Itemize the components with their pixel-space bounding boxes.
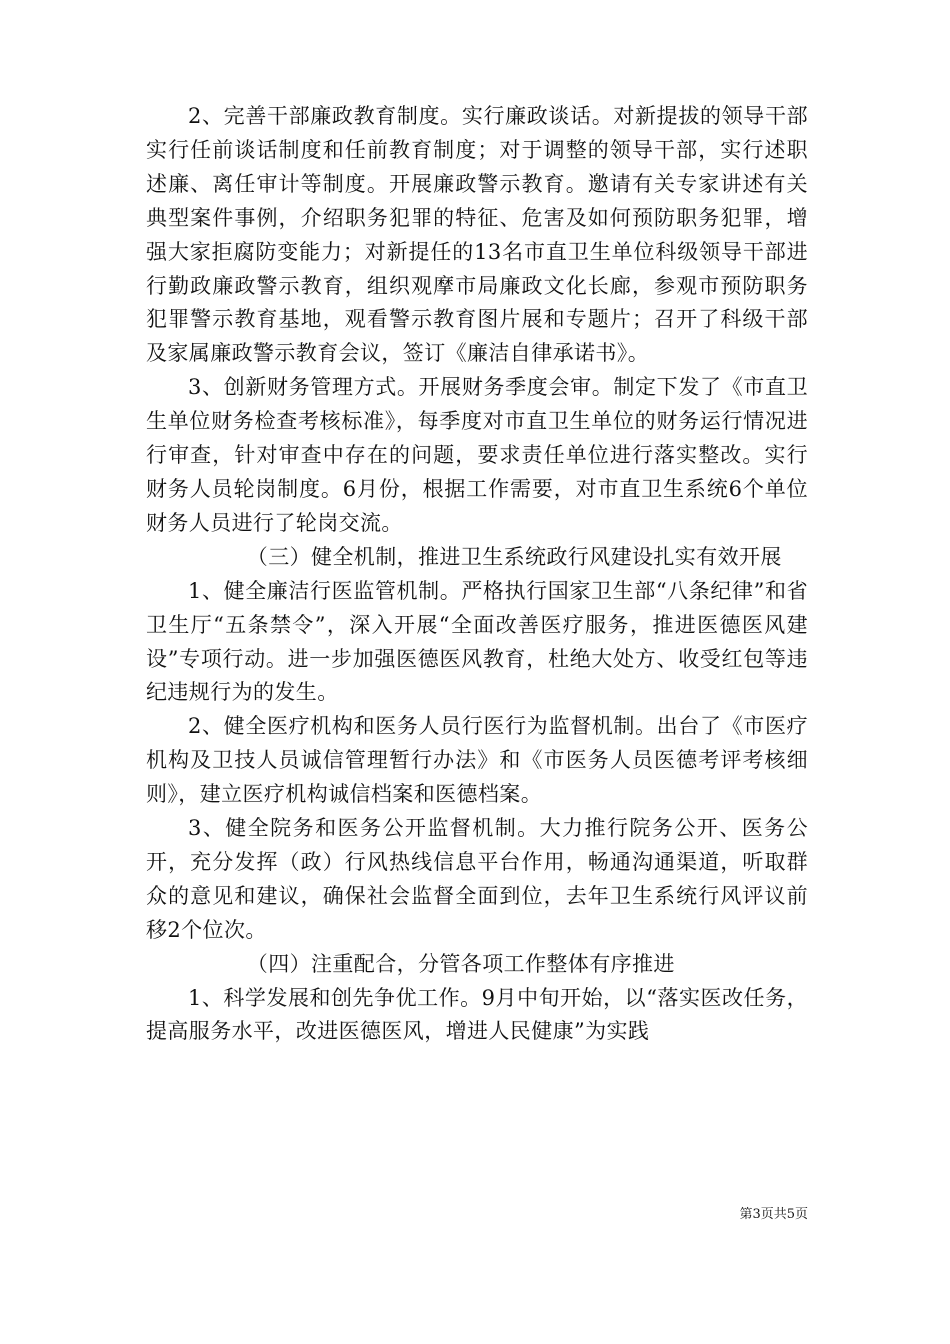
document-body [146, 100, 808, 1049]
paragraph-scientific-dev: 1、科学发展和创先争优工作。9月中旬开始，以“落实医改任务，提高服务水平，改进医德医风，增进人民健康”为实践 [146, 985, 808, 1044]
page-number-footer: 第3页共5页 [739, 1207, 808, 1222]
section-heading-4: （四）注重配合，分管各项工作整体有序推进 [246, 951, 675, 976]
paragraph-supervision: 2、健全医疗机构和医务人员行医行为监督机制。出台了《市医疗机构及卫技人员诚信管理暂行办法》和《市医务人员医德考评考核细则》，建立医疗机构诚信档案和医德档案。 [146, 714, 808, 807]
paragraph-clean-practice: 1、健全廉洁行医监管机制。严格执行国家卫生部“八条纪律”和省卫生厅“五条禁令”，深入开展“全面改善医疗服务，推进医德医风建设”专项行动。进一步加强医德医风教育，杜绝大处方、收受红包等违纪违规行为的发生。 [146, 578, 808, 705]
paragraph-cadre-education: 2、完善干部廉政教育制度。实行廉政谈话。对新提拔的领导干部实行任前谈话制度和任前教育制度；对于调整的领导干部，实行述职述廉、离任审计等制度。开展廉政警示教育。邀请有关专家讲述有关典型案件事例，介绍职务犯罪的特征、危害及如何预防职务犯罪，增强大家拒腐防变能力；对新提任的13名市直卫生单位科级领导干部进行勤政廉政警示教育，组织观摩市局廉政文化长廊，参观市预防职务犯罪警示教育基地，观看警示教育图片展和专题片；召开了科级干部及家属廉政警示教育会议，签订《廉洁自律承诺书》。 [146, 104, 808, 366]
section-heading-3: （三）健全机制，推进卫生系统政行风建设扎实有效开展 [246, 544, 782, 569]
paragraph-finance-management: 3、创新财务管理方式。开展财务季度会审。制定下发了《市直卫生单位财务检查考核标准》，每季度对市直卫生单位的财务运行情况进行审查，针对审查中存在的问题，要求责任单位进行落实整改。实行财务人员轮岗制度。6月份，根据工作需要，对市直卫生系统6个单位财务人员进行了轮岗交流。 [146, 375, 808, 535]
paragraph-openness: 3、健全院务和医务公开监督机制。大力推行院务公开、医务公开，充分发挥（政）行风热线信息平台作用，畅通沟通渠道，听取群众的意见和建议，确保社会监督全面到位，去年卫生系统行风评议前移2个位次。 [146, 816, 808, 942]
